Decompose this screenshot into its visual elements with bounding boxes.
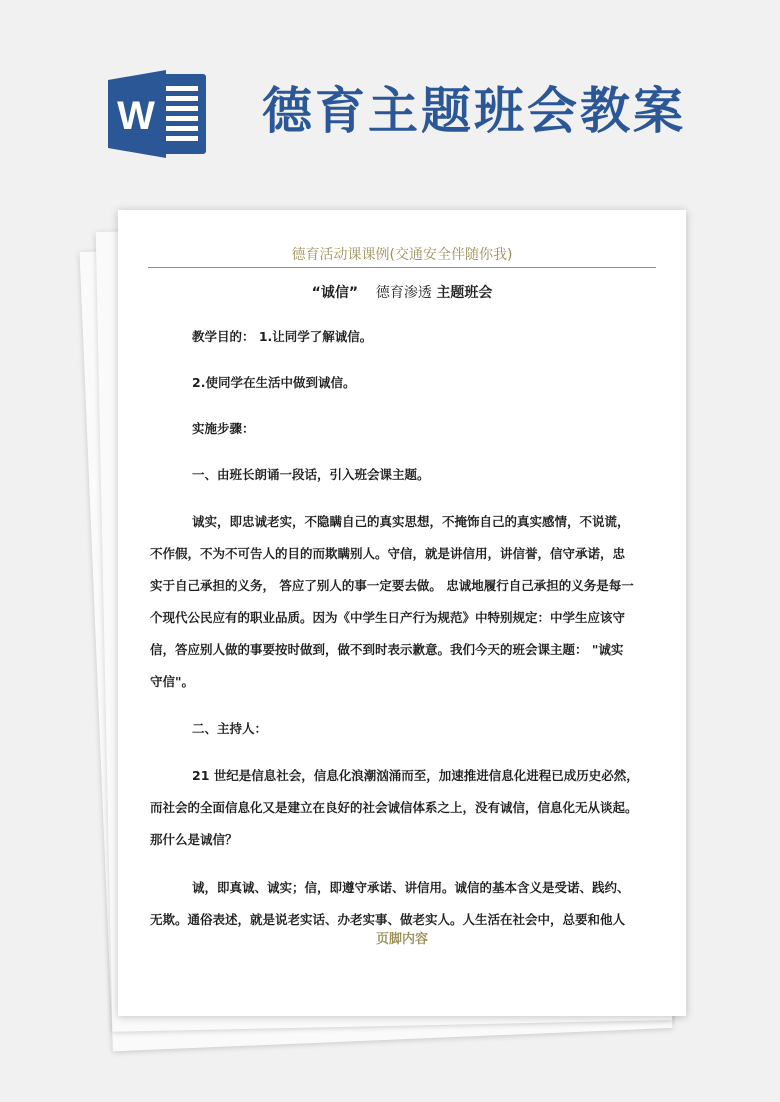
- text-line: 诚实，即忠诚老实，不隐瞒自己的真实思想，不掩饰自己的真实感情，不说谎，: [192, 514, 630, 529]
- paragraph-definition: [150, 872, 660, 936]
- document-title: [118, 282, 686, 302]
- page-header: 德育活动课课例(交通安全伴随你我): [291, 247, 513, 263]
- banner-title: 德育主题班会教案: [262, 81, 686, 140]
- title-middle: 德育渗透: [375, 285, 432, 301]
- paragraph-steps: [192, 414, 660, 444]
- text-line: 2.使同学在生活中做到诚信。: [192, 375, 356, 390]
- paragraph-step-one: [192, 460, 660, 490]
- text-line: 一、由班长朗诵一段话，引入班会课主题。: [192, 467, 430, 482]
- banner: [0, 0, 780, 200]
- text-line: 诚，即真诚、诚实；信，即遵守承诺、讲信用。诚信的基本含义是受诺、践约、: [192, 880, 630, 895]
- text-line: 实于自己承担的义务， 答应了别人的事一定要去做。 忠诚地履行自己承担的义务是每一: [150, 578, 634, 593]
- text-line: 个现代公民应有的职业品质。因为《中学生日产行为规范》中特别规定：中学生应该守: [150, 610, 626, 625]
- paragraph-info-society: [150, 760, 660, 856]
- title-quote: “诚信”: [311, 285, 359, 301]
- document-page: [118, 210, 686, 1016]
- word-logo-letter: W: [117, 94, 155, 138]
- text-line: 不作假，不为不可告人的目的而欺瞒别人。守信，就是讲信用，讲信誉，信守承诺，忠: [150, 546, 626, 561]
- paragraph-honesty: [150, 506, 660, 698]
- page-footer: 页脚内容: [375, 932, 428, 947]
- text-line: 教学目的： 1.让同学了解诚信。: [192, 329, 373, 344]
- title-end: 主题班会: [436, 285, 493, 301]
- text-line: 信，答应别人做的事要按时做到，做不到时表示歉意。我们今天的班会课主题： "诚实: [150, 642, 624, 657]
- text-line: 而社会的全面信息化又是建立在良好的社会诚信体系之上，没有诚信，信息化无从谈起。: [150, 800, 638, 815]
- paragraph-host: [192, 714, 660, 744]
- text-line: 无欺。通俗表述，就是说老实话、办老实事、做老实人。人生活在社会中，总要和他人: [150, 912, 626, 927]
- header-divider: [148, 267, 656, 268]
- word-icon: [108, 68, 210, 160]
- paragraph-objective-1: [192, 322, 660, 352]
- paragraph-objective-2: [192, 368, 660, 398]
- text-line: 那什么是诚信？: [150, 832, 238, 847]
- document-body: [150, 322, 660, 952]
- text-line: 实施步骤：: [192, 421, 255, 436]
- text-line: 守信"。: [150, 674, 195, 689]
- text-line: 二、主持人：: [192, 721, 268, 736]
- text-line: 21 世纪是信息社会，信息化浪潮汹涌而至，加速推进信息化进程已成历史必然，: [192, 768, 639, 783]
